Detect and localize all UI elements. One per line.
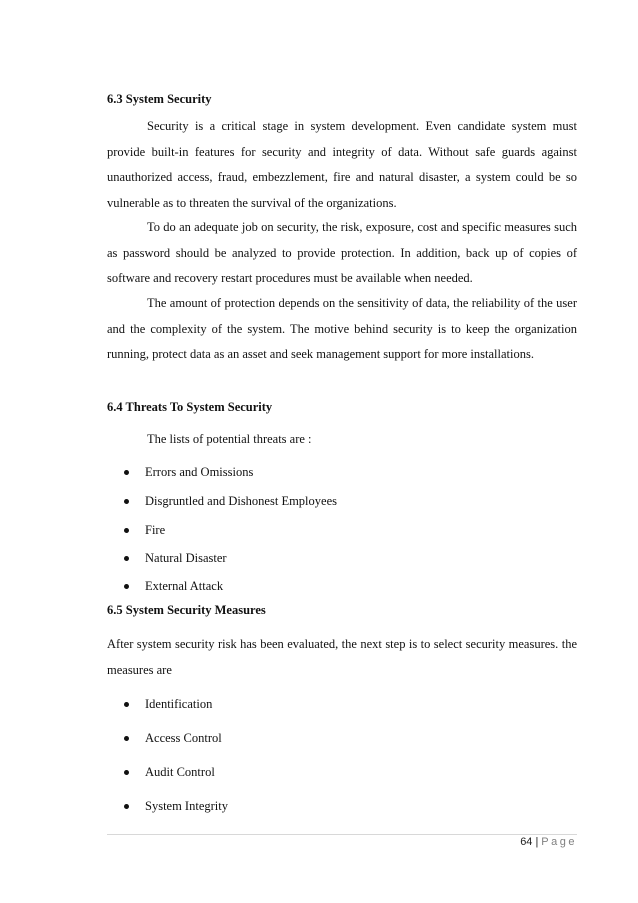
- list-item: [124, 551, 227, 566]
- bullet-icon: [124, 528, 129, 533]
- list-item-label: Audit Control: [145, 765, 215, 779]
- list-item: [124, 799, 228, 814]
- list-item-label: System Integrity: [145, 799, 228, 813]
- page-footer: [520, 836, 577, 848]
- list-item: [124, 494, 337, 509]
- bullet-icon: [124, 584, 129, 589]
- list-item: [124, 523, 165, 538]
- footer-separator: |: [535, 836, 539, 848]
- list-item-label: External Attack: [145, 579, 224, 593]
- bullet-icon: [124, 736, 129, 741]
- paragraph-adequate-job: To do an adequate job on security, the risk, exposure, cost and specific measures such as password should be analyzed to provide protection. In addition, back up of copies of software and recovery restart procedures must be available when needed.: [107, 220, 577, 285]
- section-heading-6-3: 6.3 System Security: [107, 92, 212, 106]
- bullet-icon: [124, 556, 129, 561]
- list-item: [124, 697, 212, 712]
- paragraph-security-intro: Security is a critical stage in system development. Even candidate system must provide built-in features for security and integrity of data. Without safe guards against unauthorized access, fraud, embezzlement, fire and natural disaster, a system could be so vulnerable as to threaten the survival of the organizations.: [107, 119, 577, 210]
- list-item: [124, 465, 253, 480]
- list-item: [124, 731, 222, 746]
- bullet-icon: [124, 702, 129, 707]
- list-item-label: Fire: [145, 523, 166, 537]
- list-item-label: Disgruntled and Dishonest Employees: [145, 494, 337, 508]
- list-item-label: Identification: [145, 697, 213, 711]
- bullet-icon: [124, 470, 129, 475]
- threats-intro: The lists of potential threats are :: [147, 432, 312, 446]
- list-item: [124, 765, 215, 780]
- list-item-label: Access Control: [145, 731, 222, 745]
- section-heading-6-5: 6.5 System Security Measures: [107, 603, 266, 617]
- list-item-label: Natural Disaster: [145, 551, 227, 565]
- page-label: Page: [541, 836, 577, 848]
- page-number: 64: [520, 836, 533, 848]
- bullet-icon: [124, 770, 129, 775]
- list-item: [124, 579, 223, 594]
- bullet-icon: [124, 499, 129, 504]
- paragraph-protection-amount: The amount of protection depends on the sensitivity of data, the reliability of the user and the complexity of the system. The motive behind security is to keep the organization running, protect data as an asset and seek management support for more installations.: [107, 296, 577, 361]
- paragraph-measures-intro: After system security risk has been evaluated, the next step is to select security measures. the measures are: [107, 637, 577, 677]
- section-heading-6-4: 6.4 Threats To System Security: [107, 400, 273, 414]
- list-item-label: Errors and Omissions: [145, 465, 254, 479]
- footer-divider: [107, 834, 577, 835]
- bullet-icon: [124, 804, 129, 809]
